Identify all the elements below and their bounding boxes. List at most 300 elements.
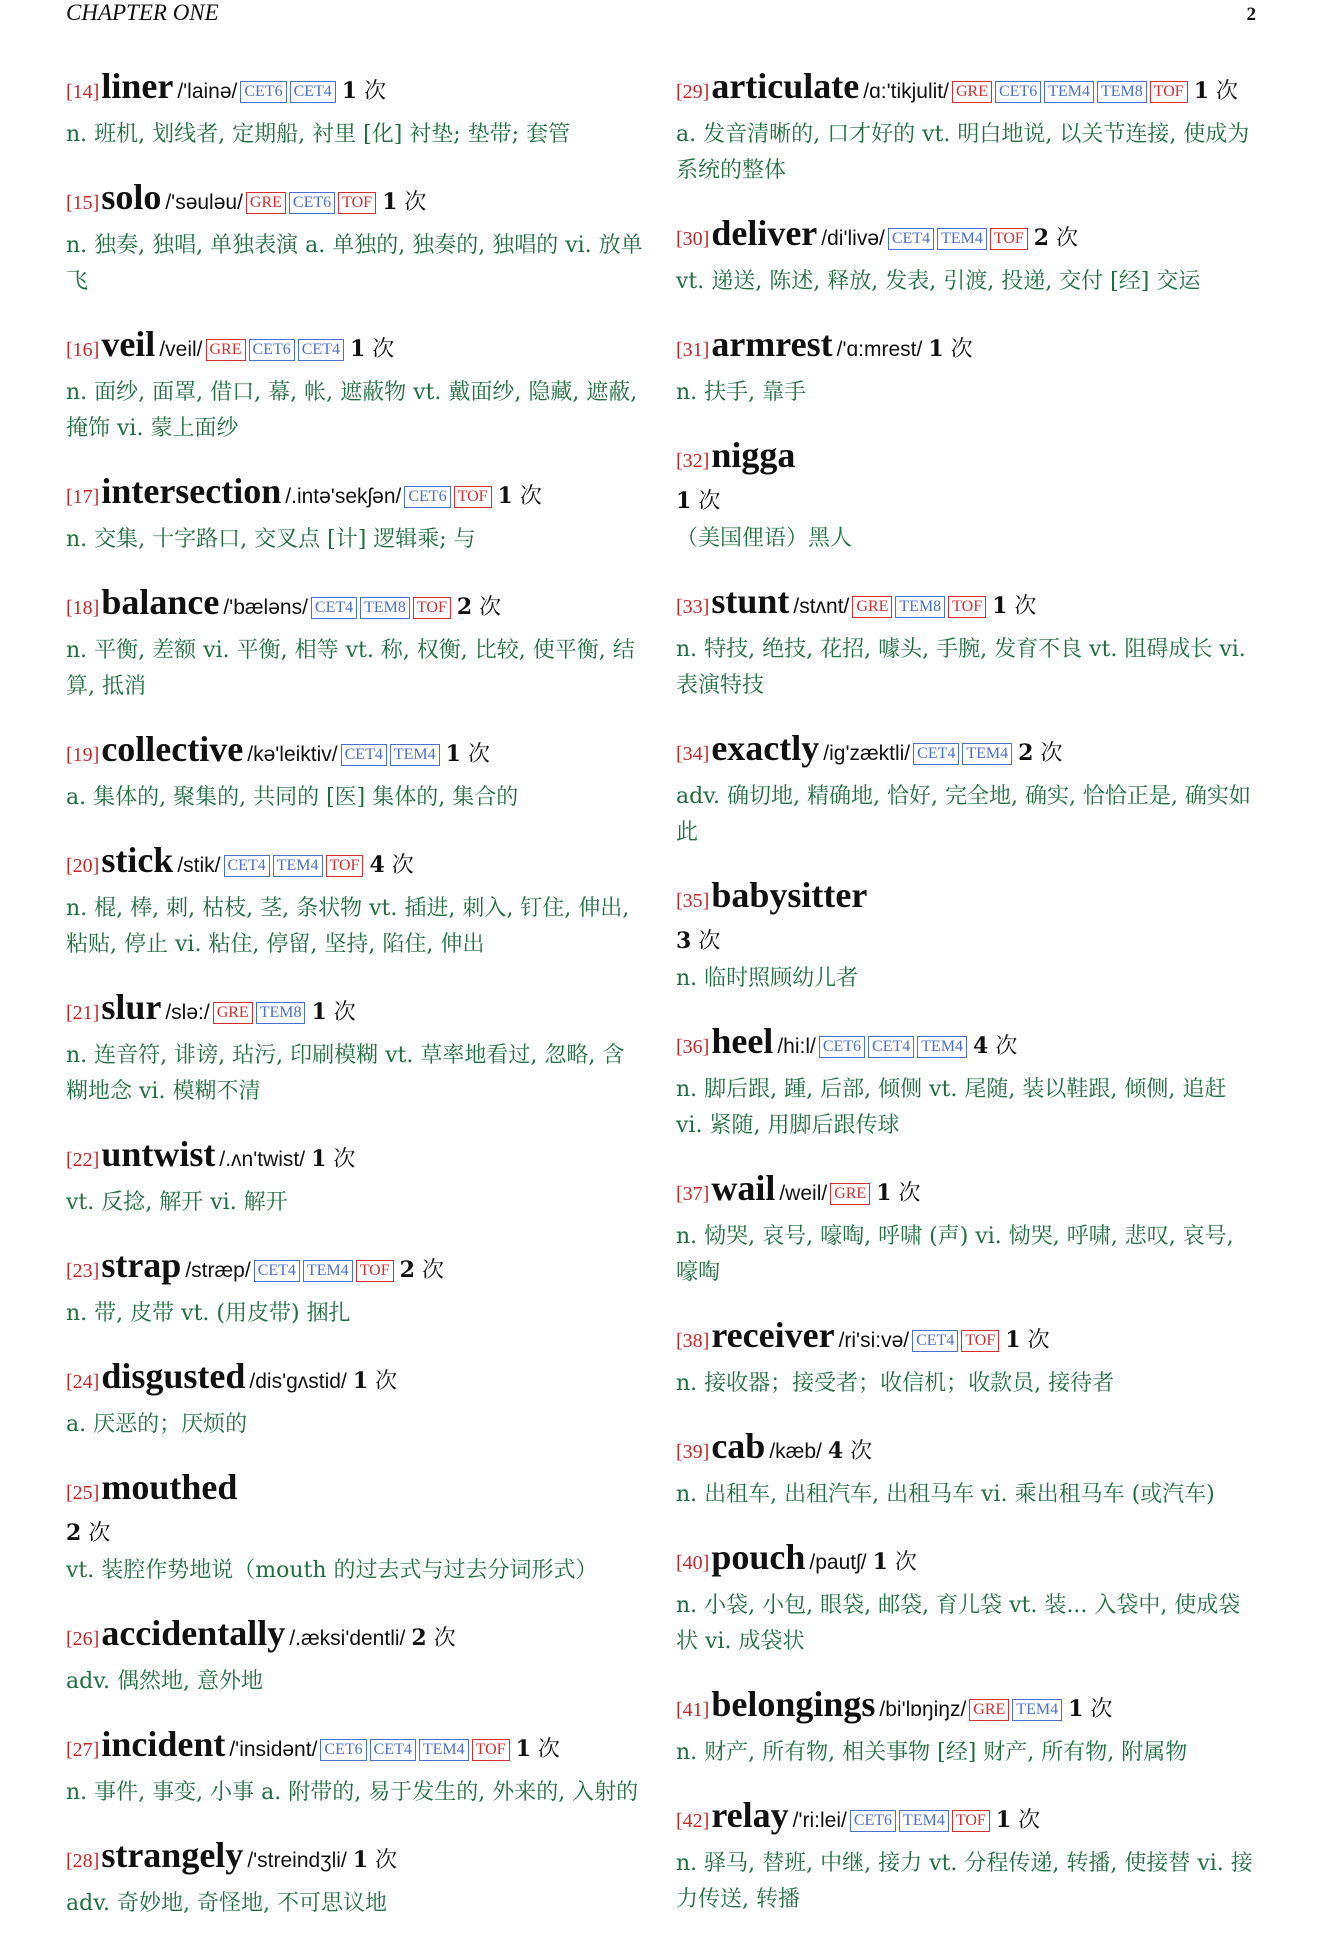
count-number: 3	[676, 928, 692, 954]
count-number: 1	[676, 488, 692, 514]
vocab-entry	[66, 1833, 646, 1922]
entry-index: [34]	[676, 743, 710, 765]
entry-headline	[66, 322, 646, 373]
count-unit: 次	[1090, 1697, 1113, 1722]
exam-tag-cet6: CET6	[404, 486, 450, 508]
entry-phonetic: /'streindʒli/	[247, 1849, 347, 1872]
vocab-entry	[676, 1166, 1256, 1291]
vocab-entry	[66, 727, 646, 816]
entry-phonetic: /'insidənt/	[229, 1738, 318, 1761]
entry-definition: n. 带, 皮带 vt. (用皮带) 捆扎	[66, 1301, 351, 1326]
occurrence-count	[400, 1258, 444, 1283]
exam-tag-tem4: TEM4	[917, 1036, 967, 1058]
count-unit: 次	[375, 1848, 398, 1873]
entry-index: [25]	[66, 1482, 100, 1504]
exam-tag-tem8: TEM8	[256, 1002, 306, 1024]
entry-index: [27]	[66, 1739, 100, 1761]
vocab-entry	[66, 1722, 646, 1811]
entry-definition: n. 接收器；接受者；收信机；收款员, 接待者	[676, 1371, 1115, 1396]
entry-index: [22]	[66, 1149, 100, 1171]
entry-phonetic: /stik/	[177, 854, 221, 877]
exam-tag-gre: GRE	[952, 81, 992, 103]
entry-index: [29]	[676, 81, 710, 103]
count-number: 1	[1068, 1696, 1084, 1722]
exam-tag-gre: GRE	[852, 596, 892, 618]
entry-index: [14]	[66, 81, 100, 103]
exam-tag-cet4: CET4	[298, 339, 344, 361]
exam-tag-tem4: TEM4	[419, 1739, 469, 1761]
entry-definition: a. 厌恶的；厌烦的	[66, 1412, 248, 1437]
entry-index: [33]	[676, 596, 710, 618]
vocab-entry	[66, 1611, 646, 1700]
page-number: 2	[1246, 4, 1256, 25]
entry-headline	[66, 64, 646, 115]
entry-headline	[676, 433, 1256, 519]
vocab-entry	[676, 433, 1256, 557]
occurrence-count	[928, 337, 972, 362]
entry-headline	[66, 1465, 646, 1551]
entry-phonetic: /pautʃ/	[809, 1551, 867, 1574]
entry-index: [35]	[676, 890, 710, 912]
exam-tag-tof: TOF	[948, 596, 986, 618]
occurrence-count	[353, 1369, 397, 1394]
exam-tag-tem4: TEM4	[273, 855, 323, 877]
count-unit: 次	[1216, 79, 1239, 104]
entry-index: [26]	[66, 1628, 100, 1650]
count-number: 2	[66, 1520, 82, 1546]
exam-tag-cet6: CET6	[249, 339, 295, 361]
entry-word: disgusted	[101, 1356, 246, 1396]
exam-tag-tem4: TEM4	[1012, 1699, 1062, 1721]
entry-word: wail	[711, 1168, 776, 1208]
count-number: 2	[399, 1257, 415, 1283]
entry-headline	[66, 1722, 646, 1773]
entry-headline	[66, 727, 646, 778]
occurrence-count	[516, 1737, 560, 1762]
entry-index: [41]	[676, 1699, 710, 1721]
exam-tag-tem4: TEM4	[1044, 81, 1094, 103]
entry-definition: adv. 奇妙地, 奇怪地, 不可思议地	[66, 1891, 387, 1916]
count-unit: 次	[995, 1034, 1018, 1059]
occurrence-count	[992, 594, 1036, 619]
entry-phonetic: /bi'lɒŋiŋz/	[879, 1698, 967, 1721]
exam-tag-cet4: CET4	[868, 1036, 914, 1058]
vocab-entry	[66, 580, 646, 705]
entry-phonetic: /di'livə/	[821, 227, 885, 250]
entry-headline	[676, 211, 1256, 262]
exam-tag-cet4: CET4	[370, 1739, 416, 1761]
entry-index: [21]	[66, 1002, 100, 1024]
exam-tag-cet4: CET4	[311, 597, 357, 619]
count-unit: 次	[433, 1626, 456, 1651]
entry-index: [16]	[66, 339, 100, 361]
entry-definition: vt. 递送, 陈述, 释放, 发表, 引渡, 投递, 交付 [经] 交运	[676, 269, 1201, 294]
entry-word: nigga	[711, 435, 796, 475]
entry-index: [42]	[676, 1810, 710, 1832]
entry-definition: n. 驿马, 替班, 中继, 接力 vt. 分程传递, 转播, 使接替 vi. 接力传送, 转播	[676, 1851, 1253, 1912]
count-unit: 次	[467, 742, 490, 767]
entry-index: [30]	[676, 228, 710, 250]
occurrence-count	[350, 337, 394, 362]
entry-word: collective	[101, 729, 244, 769]
entry-word: relay	[711, 1795, 789, 1835]
occurrence-count	[311, 1147, 355, 1172]
entry-index: [24]	[66, 1371, 100, 1393]
exam-tag-tof: TOF	[961, 1330, 999, 1352]
exam-tag-cet4: CET4	[913, 743, 959, 765]
chapter-label: CHAPTER ONE	[66, 0, 219, 25]
vocab-entry	[66, 175, 646, 300]
entry-word: cab	[711, 1426, 766, 1466]
count-number: 1	[928, 336, 944, 362]
exam-tag-tem4: TEM4	[937, 228, 987, 250]
count-unit: 次	[333, 1000, 356, 1025]
vocab-entry	[66, 1354, 646, 1443]
entry-headline	[66, 985, 646, 1036]
count-number: 4	[973, 1033, 989, 1059]
exam-tag-tof: TOF	[472, 1739, 510, 1761]
exam-tag-cet4: CET4	[254, 1260, 300, 1282]
entry-phonetic: /hi:l/	[777, 1035, 816, 1058]
count-number: 1	[352, 1847, 369, 1873]
entry-definition: adv. 确切地, 精确地, 恰好, 完全地, 确实, 恰恰正是, 确实如此	[676, 784, 1251, 845]
entry-definition: a. 集体的, 聚集的, 共同的 [医] 集体的, 集合的	[66, 785, 519, 810]
entry-headline	[66, 1833, 646, 1884]
count-number: 2	[411, 1625, 427, 1651]
count-number: 1	[352, 1368, 369, 1394]
exam-tag-tof: TOF	[326, 855, 364, 877]
count-number: 1	[445, 741, 461, 767]
exam-tag-tem4: TEM4	[303, 1260, 353, 1282]
occurrence-count	[996, 1808, 1040, 1833]
entry-phonetic: /'səuləu/	[165, 191, 243, 214]
exam-tag-tof: TOF	[454, 486, 492, 508]
entry-word: belongings	[711, 1684, 876, 1724]
count-number: 4	[827, 1438, 844, 1464]
entry-word: liner	[101, 66, 174, 106]
entry-phonetic: /ri'si:və/	[838, 1329, 910, 1352]
occurrence-count	[973, 1034, 1017, 1059]
exam-tag-tof: TOF	[413, 597, 451, 619]
count-number: 1	[1005, 1327, 1021, 1353]
entry-headline	[66, 1132, 646, 1183]
occurrence-count	[676, 924, 1256, 959]
entry-word: solo	[101, 177, 162, 217]
entry-phonetic: /'lainə/	[177, 80, 238, 103]
entry-phonetic: /stræp/	[185, 1259, 251, 1282]
page-header	[66, 0, 1256, 40]
count-number: 1	[382, 189, 398, 215]
exam-tag-tof: TOF	[338, 192, 376, 214]
occurrence-count	[446, 742, 490, 767]
entry-phonetic: /weil/	[779, 1182, 828, 1205]
count-unit: 次	[1018, 1808, 1041, 1833]
vocab-entry	[676, 1424, 1256, 1513]
count-number: 1	[341, 78, 358, 104]
count-number: 1	[872, 1549, 888, 1575]
exam-tag-tem4: TEM4	[390, 744, 440, 766]
entry-word: articulate	[711, 66, 860, 106]
entry-index: [31]	[676, 339, 710, 361]
exam-tag-gre: GRE	[969, 1699, 1009, 1721]
entry-index: [37]	[676, 1183, 710, 1205]
exam-tag-tem8: TEM8	[360, 597, 410, 619]
entry-word: mouthed	[101, 1467, 238, 1507]
right-column	[676, 64, 1256, 1944]
entry-index: [28]	[66, 1850, 100, 1872]
exam-tag-gre: GRE	[830, 1183, 870, 1205]
count-unit: 次	[1040, 741, 1063, 766]
entry-word: veil	[101, 324, 156, 364]
entry-word: stunt	[711, 581, 790, 621]
entry-word: babysitter	[711, 875, 868, 915]
entry-phonetic: /.intə'sekʃən/	[285, 485, 402, 508]
vocab-entry	[66, 469, 646, 558]
occurrence-count	[1194, 79, 1238, 104]
entry-index: [20]	[66, 855, 100, 877]
entry-word: receiver	[711, 1315, 835, 1355]
entry-index: [39]	[676, 1441, 710, 1463]
exam-tag-cet6: CET6	[289, 192, 335, 214]
entry-definition: （美国俚语）黑人	[676, 526, 853, 551]
entry-index: [40]	[676, 1552, 710, 1574]
count-unit: 次	[88, 1521, 111, 1546]
entry-headline	[676, 1424, 1256, 1475]
count-unit: 次	[1014, 594, 1037, 619]
count-unit: 次	[537, 1737, 560, 1762]
count-unit: 次	[698, 929, 721, 954]
vocab-entry	[676, 1682, 1256, 1771]
exam-tag-gre: GRE	[206, 339, 246, 361]
entry-definition: n. 连音符, 诽谤, 玷污, 印刷模糊 vt. 草率地看过, 忽略, 含糊地念 vi. 模糊不清	[66, 1043, 625, 1104]
vocab-entry	[66, 1132, 646, 1221]
count-unit: 次	[333, 1147, 356, 1172]
entry-phonetic: /dis'gʌstid/	[249, 1370, 347, 1393]
exam-tag-tof: TOF	[990, 228, 1028, 250]
count-unit: 次	[519, 484, 542, 509]
occurrence-count	[876, 1181, 920, 1206]
occurrence-count	[498, 484, 542, 509]
entry-headline	[676, 579, 1256, 630]
entry-definition: n. 财产, 所有物, 相关事物 [经] 财产, 所有物, 附属物	[676, 1740, 1188, 1765]
exam-tag-cet6: CET6	[240, 81, 286, 103]
exam-tag-cet4: CET4	[341, 744, 387, 766]
entry-headline	[66, 838, 646, 889]
entry-phonetic: /stʌnt/	[793, 595, 850, 618]
vocab-entry	[676, 579, 1256, 704]
entry-word: strap	[101, 1245, 182, 1285]
entry-phonetic: /'bæləns/	[223, 596, 308, 619]
entry-word: incident	[101, 1724, 226, 1764]
entry-definition: n. 脚后跟, 踵, 后部, 倾侧 vt. 尾随, 装以鞋跟, 倾侧, 追赶 vi. 紧随, 用脚后跟传球	[676, 1077, 1227, 1138]
count-unit: 次	[372, 337, 395, 362]
entry-word: heel	[711, 1021, 774, 1061]
entry-word: exactly	[711, 728, 820, 768]
exam-tag-cet6: CET6	[819, 1036, 865, 1058]
occurrence-count	[676, 484, 1256, 519]
count-unit: 次	[898, 1181, 921, 1206]
entry-headline	[676, 1019, 1256, 1070]
occurrence-count	[873, 1550, 917, 1575]
count-number: 1	[1193, 78, 1209, 104]
vocab-entry	[676, 322, 1256, 411]
entry-index: [19]	[66, 744, 100, 766]
entry-definition: n. 面纱, 面罩, 借口, 幕, 帐, 遮蔽物 vt. 戴面纱, 隐藏, 遮蔽, 掩饰 vi. 蒙上面纱	[66, 380, 638, 441]
occurrence-count	[342, 79, 386, 104]
entry-index: [36]	[676, 1036, 710, 1058]
entry-definition: a. 发音清晰的, 口才好的 vt. 明白地说, 以关节连接, 使成为系统的整体	[676, 122, 1250, 183]
entry-definition: n. 交集, 十字路口, 交叉点 [计] 逻辑乘; 与	[66, 527, 476, 552]
exam-tag-tof: TOF	[952, 1810, 990, 1832]
count-unit: 次	[950, 337, 973, 362]
vocab-entry	[66, 985, 646, 1110]
vocab-entry	[66, 1465, 646, 1589]
exam-tag-tem8: TEM8	[1097, 81, 1147, 103]
entry-headline	[66, 469, 646, 520]
count-unit: 次	[404, 190, 427, 215]
entry-definition: n. 独奏, 独唱, 单独表演 a. 单独的, 独奏的, 独唱的 vi. 放单飞	[66, 233, 643, 294]
entry-headline	[676, 1682, 1256, 1733]
entry-definition: adv. 偶然地, 意外地	[66, 1669, 263, 1694]
count-number: 1	[992, 593, 1008, 619]
left-column	[66, 64, 646, 1944]
occurrence-count	[1068, 1697, 1112, 1722]
entry-phonetic: /.æksi'dentli/	[289, 1627, 406, 1650]
entry-word: intersection	[101, 471, 282, 511]
entry-headline	[676, 322, 1256, 373]
occurrence-count	[1034, 226, 1078, 251]
count-unit: 次	[698, 489, 721, 514]
vocab-entry	[676, 1793, 1256, 1918]
entry-definition: n. 事件, 事变, 小事 a. 附带的, 易于发生的, 外来的, 入射的	[66, 1780, 639, 1805]
exam-tag-cet6: CET6	[850, 1810, 896, 1832]
entry-word: slur	[101, 987, 162, 1027]
occurrence-count	[369, 853, 413, 878]
entry-index: [15]	[66, 192, 100, 214]
count-number: 4	[369, 852, 385, 878]
count-number: 2	[1033, 225, 1050, 251]
exam-tag-gre: GRE	[213, 1002, 253, 1024]
entry-phonetic: /ɑ:'tikjulit/	[863, 80, 949, 103]
count-unit: 次	[375, 1369, 398, 1394]
occurrence-count	[353, 1848, 397, 1873]
occurrence-count	[411, 1626, 455, 1651]
count-unit: 次	[894, 1550, 917, 1575]
count-number: 2	[456, 594, 473, 620]
occurrence-count	[1018, 741, 1062, 766]
vocab-entry	[66, 64, 646, 153]
entry-headline	[676, 64, 1256, 115]
entry-phonetic: /veil/	[159, 338, 203, 361]
entry-headline	[676, 1793, 1256, 1844]
entry-word: balance	[101, 582, 220, 622]
exam-tag-tof: TOF	[1150, 81, 1188, 103]
exam-tag-gre: GRE	[246, 192, 286, 214]
occurrence-count	[66, 1516, 646, 1551]
entry-word: pouch	[711, 1537, 806, 1577]
count-unit: 次	[421, 1258, 444, 1283]
entry-index: [23]	[66, 1260, 100, 1282]
vocab-entry	[66, 838, 646, 963]
entry-headline	[676, 873, 1256, 959]
entry-phonetic: /'ɑ:mrest/	[836, 338, 923, 361]
count-unit: 次	[391, 853, 414, 878]
vocab-entry	[676, 1535, 1256, 1660]
entry-phonetic: /ig'zæktli/	[823, 742, 911, 765]
vocab-entry	[676, 211, 1256, 300]
entry-word: stick	[101, 840, 174, 880]
exam-tag-tof: TOF	[356, 1260, 394, 1282]
entry-phonetic: /.ʌn'twist/	[219, 1148, 306, 1171]
entry-headline	[66, 1243, 646, 1294]
occurrence-count	[457, 595, 501, 620]
count-number: 2	[1018, 740, 1034, 766]
entry-word: accidentally	[101, 1613, 286, 1653]
entry-index: [38]	[676, 1330, 710, 1352]
count-number: 1	[349, 336, 366, 362]
vocab-entry	[66, 1243, 646, 1332]
count-number: 1	[311, 1146, 327, 1172]
vocab-entry	[676, 1019, 1256, 1144]
count-number: 1	[311, 999, 327, 1025]
entry-headline	[66, 580, 646, 631]
entry-phonetic: /kæb/	[769, 1440, 822, 1463]
entry-definition: n. 棍, 棒, 刺, 枯枝, 茎, 条状物 vt. 插进, 刺入, 钉住, 伸出, 粘贴, 停止 vi. 粘住, 停留, 坚持, 陷住, 伸出	[66, 896, 630, 957]
vocab-entry	[676, 873, 1256, 997]
entry-word: strangely	[101, 1835, 244, 1875]
occurrence-count	[382, 190, 426, 215]
entry-definition: n. 特技, 绝技, 花招, 噱头, 手腕, 发育不良 vt. 阻碍成长 vi. 表演特技	[676, 637, 1246, 698]
entry-index: [32]	[676, 450, 710, 472]
count-unit: 次	[364, 79, 387, 104]
entry-definition: n. 恸哭, 哀号, 嚎啕, 呼啸 (声) vi. 恸哭, 呼啸, 悲叹, 哀号, 嚎啕	[676, 1224, 1234, 1285]
occurrence-count	[311, 1000, 355, 1025]
entry-definition: n. 小袋, 小包, 眼袋, 邮袋, 育儿袋 vt. 装... 入袋中, 使成袋状 vi. 成袋状	[676, 1593, 1241, 1654]
vocab-entry	[676, 1313, 1256, 1402]
count-number: 1	[876, 1180, 892, 1206]
entry-headline	[66, 1611, 646, 1662]
vocab-entry	[66, 322, 646, 447]
occurrence-count	[1005, 1328, 1049, 1353]
entry-headline	[66, 1354, 646, 1405]
entry-index: [17]	[66, 486, 100, 508]
entry-word: armrest	[711, 324, 833, 364]
exam-tag-cet6: CET6	[320, 1739, 366, 1761]
count-number: 1	[497, 483, 513, 509]
entry-definition: n. 班机, 划线者, 定期船, 衬里 [化] 衬垫; 垫带; 套管	[66, 122, 571, 147]
entry-index: [18]	[66, 597, 100, 619]
entry-definition: n. 扶手, 靠手	[676, 380, 807, 405]
entry-phonetic: /slə:/	[165, 1001, 210, 1024]
count-number: 1	[995, 1807, 1012, 1833]
count-number: 1	[515, 1736, 531, 1762]
entry-word: deliver	[711, 213, 818, 253]
exam-tag-cet4: CET4	[912, 1330, 958, 1352]
entry-headline	[676, 726, 1256, 777]
vocab-entry	[676, 64, 1256, 189]
exam-tag-cet4: CET4	[224, 855, 270, 877]
exam-tag-tem4: TEM4	[962, 743, 1012, 765]
exam-tag-tem8: TEM8	[895, 596, 945, 618]
count-unit: 次	[479, 595, 502, 620]
entry-definition: n. 平衡, 差额 vi. 平衡, 相等 vt. 称, 权衡, 比较, 使平衡, 结算, 抵消	[66, 638, 635, 699]
entry-headline	[66, 175, 646, 226]
occurrence-count	[828, 1439, 872, 1464]
vocabulary-columns	[66, 64, 1256, 1944]
entry-phonetic: /'ri:lei/	[792, 1809, 847, 1832]
exam-tag-tem4: TEM4	[899, 1810, 949, 1832]
entry-definition: n. 出租车, 出租汽车, 出租马车 vi. 乘出租马车 (或汽车)	[676, 1482, 1215, 1507]
